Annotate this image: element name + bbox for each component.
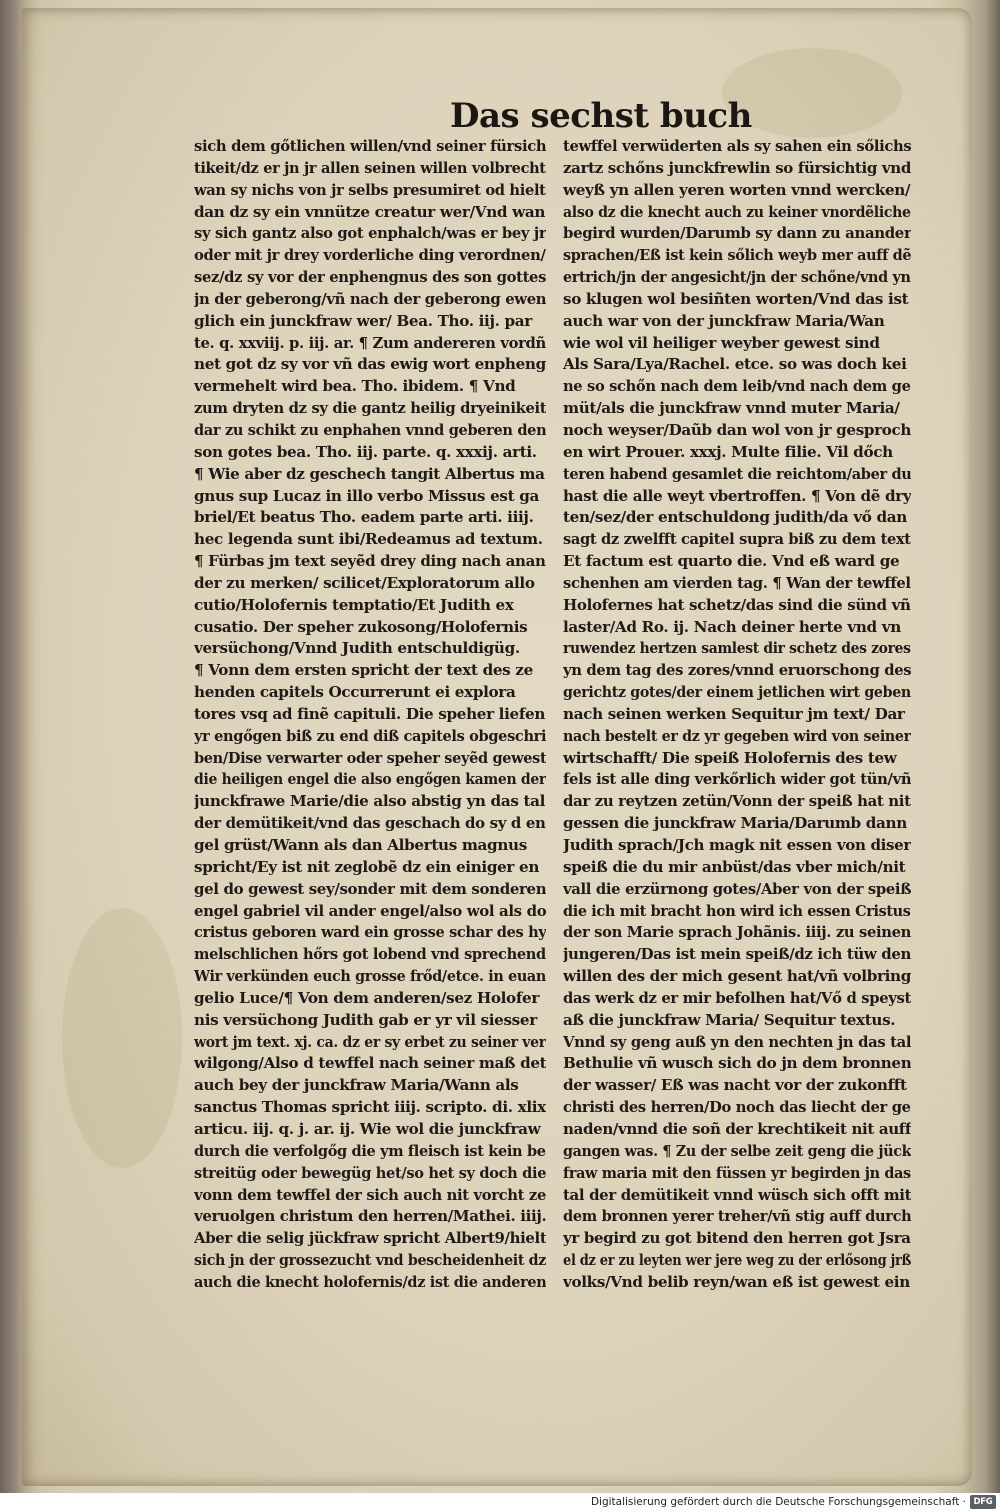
text-line: gessen die junckfraw Maria/Darumb dann — [563, 814, 907, 833]
text-line: articu. iij. q. j. ar. ij. Wie wol die junckfraw — [194, 1119, 541, 1138]
text-line: nach seinen werken Sequitur jm text/ Dar — [563, 704, 905, 723]
text-line: ne so schőn nach dem leib/vnd nach dem ge — [563, 377, 911, 396]
text-line: ¶ Wie aber dz geschech tangit Albertus ma — [194, 464, 545, 483]
text-line: Judith sprach/Jch magk nit essen von diser — [563, 836, 911, 854]
text-line: fels ist alle ding verkőrlich wider got tün/vñ — [563, 770, 911, 789]
text-line: jn der geberong/vñ nach der geberong ewen — [194, 289, 546, 308]
text-line: tal der demütikeit vnnd wüsch sich offt mit — [563, 1185, 911, 1204]
text-line: fraw maria mit den füssen yr begirden jn das — [563, 1163, 911, 1182]
text-line: laster/Ad Ro. ij. Nach deiner herte vnd vn — [563, 617, 901, 636]
text-line: gel grüst/Wann als dan Albertus magnus — [194, 836, 527, 854]
text-line: Wir verkünden euch grosse frőd/etce. in euan — [194, 967, 546, 986]
text-line: cristus geboren ward ein grosse schar des hy — [194, 923, 546, 942]
text-line: zum dryten dz sy die gantz heilig dryeinikeit — [194, 399, 546, 418]
text-line: yr engőgen biß zu end diß capitels obgeschri — [194, 726, 546, 745]
text-line: son gotes bea. Tho. iij. parte. q. xxxij. arti. — [194, 442, 537, 461]
text-line: Bethulie vñ wusch sich do jn dem bronnen — [563, 1054, 911, 1073]
text-line: en wirt Prouer. xxxj. Multe filie. Vil dőch — [563, 442, 893, 461]
text-line: noch weyser/Daũb dan wol von jr gesproch — [563, 420, 911, 439]
text-line: gelio Luce/¶ Von dem anderen/sez Holofer — [194, 988, 539, 1007]
text-line: yr begird zu got bitend den herren got Jsra — [563, 1229, 911, 1248]
text-line: cutio/Holofernis temptatio/Et Judith ex — [194, 595, 514, 614]
text-line: vonn dem tewffel der sich auch nit vorcht ze — [194, 1185, 546, 1204]
text-line: sprachen/Eß ist kein sőlich weyb mer auff dẽ — [563, 246, 911, 265]
text-line: die heiligen engel die also engőgen kamen der — [194, 770, 546, 789]
text-line: ruwendez hertzen samlest dir schetz des zores — [563, 639, 911, 658]
text-line: nis versüchong Judith gab er yr vil siesser — [194, 1010, 537, 1029]
text-line: oder mit jr drey vorderliche ding verordnen/ — [194, 246, 546, 265]
text-line: henden capitels Occurrerunt ei explora — [194, 683, 516, 702]
text-line: aß die junckfraw Maria/ Sequitur textus. — [563, 1010, 896, 1029]
text-line: schenhen am vierden tag. ¶ Wan der tewffel — [563, 573, 911, 592]
text-line: spricht/Ey ist nit zeglobẽ dz ein einiger en — [194, 857, 540, 876]
text-line: tores vsq ad finẽ capituli. Die speher liefen — [194, 704, 546, 723]
text-line: el dz er zu leyten wer jere weg zu der erlősong jrß — [563, 1251, 911, 1270]
text-line: wort jm text. xj. ca. dz er sy erbet zu seiner ver — [194, 1032, 546, 1051]
text-line: cusatio. Der speher zukosong/Holofernis — [194, 617, 528, 636]
text-line: das werk dz er mir befolhen hat/Vő d speyst — [563, 988, 911, 1007]
text-line: ten/sez/der entschuldong judith/da vő dan — [563, 508, 907, 527]
text-line: der wasser/ Eß was nacht vor der zukonfft — [563, 1076, 907, 1095]
text-line: durch die verfolgőg die ym fleisch ist kein be — [194, 1141, 546, 1160]
text-line: sich dem gőtlichen willen/vnd seiner fürsich — [194, 137, 546, 155]
text-line: Et factum est quarto die. Vnd eß ward ge — [563, 552, 900, 571]
text-line: willen des der mich gesent hat/vñ volbring — [563, 967, 911, 986]
text-line: sanctus Thomas spricht iiij. scripto. di. xlix — [194, 1098, 546, 1117]
text-line: speiß die du mir anbüst/das vber mich/nit — [563, 857, 906, 876]
text-line: sagt dz zwelfft capitel supra biß zu dem text — [563, 530, 911, 549]
text-line: weyß yn allen yeren worten vnnd wercken/ — [563, 180, 911, 199]
text-line: vall die erzürnong gotes/Aber von der speiß — [563, 879, 911, 898]
text-line: der demütikeit/vnd das geschach do sy d en — [194, 814, 546, 833]
text-line: wirtschafft/ Die speiß Holofernis des tew — [563, 748, 897, 767]
text-line: jungeren/Das ist mein speiß/dz ich tüw den — [563, 945, 911, 964]
text-line: ¶ Vonn dem ersten spricht der text des ze — [194, 661, 533, 680]
text-line: glich ein junckfraw wer/ Bea. Tho. iij. par — [194, 311, 532, 330]
dfg-logo-icon: DFG — [970, 1495, 996, 1509]
text-line: net got dz sy vor vñ das ewig wort enpheng — [194, 355, 546, 374]
digitization-footer — [0, 1493, 1000, 1512]
text-line: sy sich gantz also got enphalch/was er bey jr — [194, 224, 546, 243]
text-line: ertrich/jn der angesicht/jn der schőne/vnd yn — [563, 268, 911, 287]
text-line: nach bestelt er dz yr gegeben wird von seiner — [563, 726, 911, 745]
text-line: auch bey der junckfraw Maria/Wann als — [194, 1076, 519, 1095]
running-head: Das sechst buch — [450, 96, 752, 136]
text-line: wie wol vil heiliger weyber gewest sind — [563, 333, 880, 352]
text-line: hec legenda sunt ibi/Redeamus ad textum. — [194, 530, 543, 549]
text-line: gel do gewest sey/sonder mit dem sonderen — [194, 879, 546, 898]
text-line: der zu merken/ scilicet/Exploratorum allo — [194, 573, 535, 592]
text-line: begird wurden/Darumb sy dann zu anander — [563, 224, 911, 243]
text-line: dar zu schikt zu enphahen vnnd geberen den — [194, 420, 546, 439]
text-line: tikeit/dz er jn jr allen seinen willen volbrecht — [194, 158, 546, 177]
text-line: Aber die selig jückfraw spricht Albert9/hielt — [194, 1229, 546, 1248]
paper-stain — [62, 908, 182, 1168]
footer-credit: Digitalisierung gefördert durch die Deutsche Forschungsgemeinschaft · — [590, 1496, 966, 1508]
text-column-right — [563, 136, 911, 1294]
text-line: dem bronnen yerer treher/vñ stig auff durch — [563, 1207, 911, 1226]
text-line: yn dem tag des zores/vnnd eruorschong des — [563, 661, 911, 680]
text-line: Als Sara/Lya/Rachel. etce. so was doch kei — [563, 355, 907, 374]
text-line: Holofernes hat schetz/das sind die sünd vñ — [563, 595, 911, 614]
text-line: briel/Et beatus Tho. eadem parte arti. iiij. — [194, 508, 534, 527]
text-line: wan sy nichs von jr selbs presumiret od hielt — [194, 180, 546, 199]
text-line: die ich mit bracht hon wird ich essen Cristus — [563, 901, 911, 920]
text-line: dar zu reytzen zetün/Vonn der speiß hat nit — [563, 792, 911, 811]
text-line: tewffel verwüderten als sy sahen ein sőlichs — [563, 137, 911, 155]
text-line: sich jn der grossezucht vnd bescheidenheit dz — [194, 1251, 546, 1270]
text-line: müt/als die junckfraw vnnd muter Maria/ — [563, 399, 900, 418]
text-line: Vnnd sy geng auß yn den nechten jn das tal — [563, 1032, 911, 1051]
text-line: also dz die knecht auch zu keiner vnordẽliche — [563, 202, 911, 221]
text-line: streitüg oder bewegüg het/so het sy doch die — [194, 1163, 546, 1182]
text-line: engel gabriel vil ander engel/also wol als do — [194, 901, 546, 920]
text-line: te. q. xxviij. p. iij. ar. ¶ Zum andereren vordñ — [194, 333, 546, 352]
text-line: gangen was. ¶ Zu der selbe zeit geng die jück — [563, 1141, 911, 1160]
text-line: ben/Dise verwarter oder speher seyẽd gewest — [194, 748, 546, 767]
text-line: sez/dz sy vor der enphengnus des son gottes — [194, 268, 546, 287]
text-line: der son Marie sprach Johãnis. iiij. zu seinen — [563, 923, 911, 942]
text-line: volks/Vnd belib reyn/wan eß ist gewest ein — [563, 1272, 910, 1291]
text-line: veruolgen christum den herren/Mathei. iiij. — [194, 1207, 546, 1226]
text-line: melschlichen hőrs got lobend vnd sprechend — [194, 945, 546, 964]
text-line: wilgong/Also d tewffel nach seiner maß det — [194, 1054, 546, 1073]
text-line: vermehelt wird bea. Tho. ibidem. ¶ Vnd — [194, 377, 516, 396]
text-line: dan dz sy ein vnnütze creatur wer/Vnd wan — [194, 202, 546, 221]
text-line: junckfrawe Marie/die also abstig yn das tal — [194, 792, 546, 811]
text-line: gerichtz gotes/der einem jetlichen wirt geben — [563, 683, 911, 702]
text-column-left — [194, 136, 546, 1294]
text-line: so klugen wol besiñten worten/Vnd das ist — [563, 289, 909, 308]
text-line: christi des herren/Do noch das liecht der ge — [563, 1098, 911, 1117]
text-line: gnus sup Lucaz in illo verbo Missus est ga — [194, 486, 539, 505]
text-line: zartz schőns junckfrewlin so fürsichtig vnd — [563, 158, 911, 177]
text-line: hast die alle weyt vbertroffen. ¶ Von dẽ dry — [563, 486, 911, 505]
text-line: versüchong/Vnnd Judith entschuldigüg. — [194, 639, 520, 658]
text-line: teren habend gesamlet die reichtom/aber du — [563, 464, 911, 483]
text-line: naden/vnnd die soñ der krechtikeit nit auff — [563, 1119, 911, 1138]
text-line: auch war von der junckfraw Maria/Wan — [563, 311, 885, 330]
text-line: ¶ Fürbas jm text seyẽd drey ding nach anan — [194, 552, 546, 571]
text-line: auch die knecht holofernis/dz ist die anderen — [194, 1272, 546, 1291]
